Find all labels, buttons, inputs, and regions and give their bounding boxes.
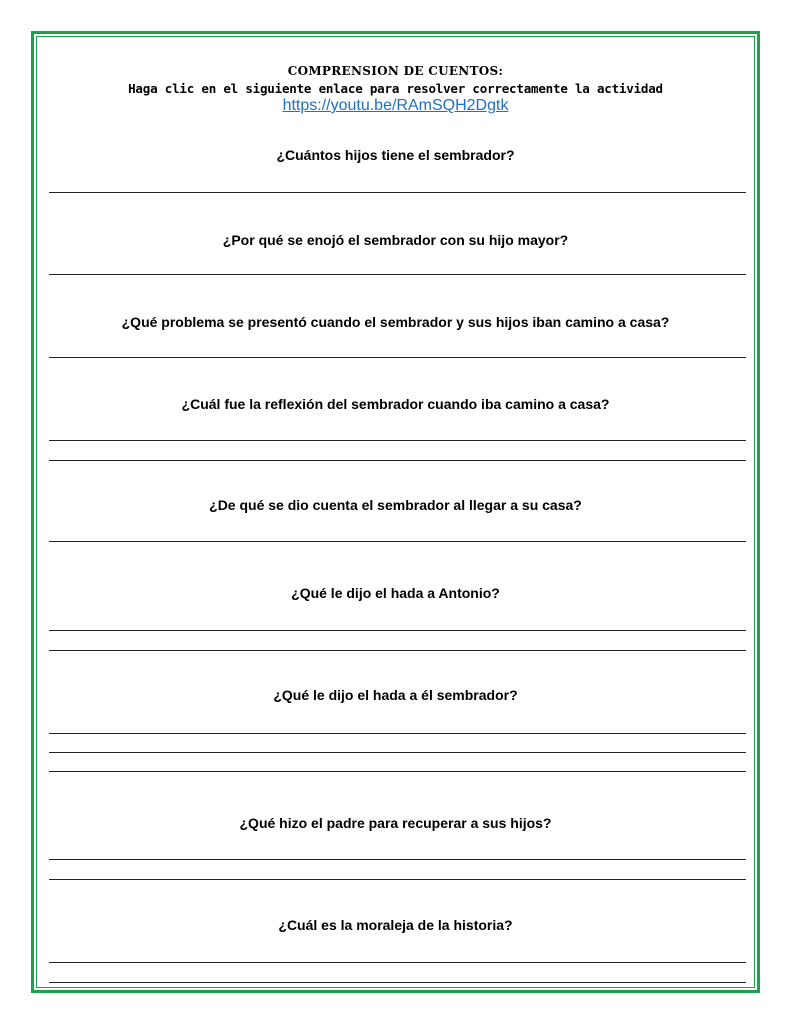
video-link[interactable]: https://youtu.be/RAmSQH2Dgtk: [282, 97, 509, 114]
question-3: ¿Qué problema se presentó cuando el sembrador y sus hijos iban camino a casa?: [121, 314, 670, 330]
answer-line[interactable]: [49, 274, 746, 275]
answer-line[interactable]: [49, 771, 746, 772]
question-9: ¿Cuál es la moraleja de la historia?: [278, 917, 513, 933]
answer-line[interactable]: [49, 541, 746, 542]
answer-line[interactable]: [49, 630, 746, 631]
question-4: ¿Cuál fue la reflexión del sembrador cuando iba camino a casa?: [181, 396, 610, 412]
answer-line[interactable]: [49, 962, 746, 963]
answer-line[interactable]: [49, 357, 746, 358]
question-7: ¿Qué le dijo el hada a él sembrador?: [273, 687, 518, 703]
answer-line[interactable]: [49, 733, 746, 734]
question-6: ¿Qué le dijo el hada a Antonio?: [291, 585, 500, 601]
answer-line[interactable]: [49, 460, 746, 461]
question-8: ¿Qué hizo el padre para recuperar a sus hijos?: [239, 815, 552, 831]
answer-line[interactable]: [49, 192, 746, 193]
answer-line[interactable]: [49, 650, 746, 651]
answer-line[interactable]: [49, 982, 746, 983]
answer-line[interactable]: [49, 879, 746, 880]
question-2: ¿Por qué se enojó el sembrador con su hijo mayor?: [222, 232, 569, 248]
worksheet-title: COMPRENSION DE CUENTOS:: [287, 64, 504, 78]
answer-line[interactable]: [49, 859, 746, 860]
worksheet-instruction: Haga clic en el siguiente enlace para resolver correctamente la actividad: [128, 81, 663, 96]
answer-line[interactable]: [49, 752, 746, 753]
answer-line[interactable]: [49, 440, 746, 441]
question-5: ¿De qué se dio cuenta el sembrador al llegar a su casa?: [209, 497, 582, 513]
question-1: ¿Cuántos hijos tiene el sembrador?: [276, 147, 515, 163]
